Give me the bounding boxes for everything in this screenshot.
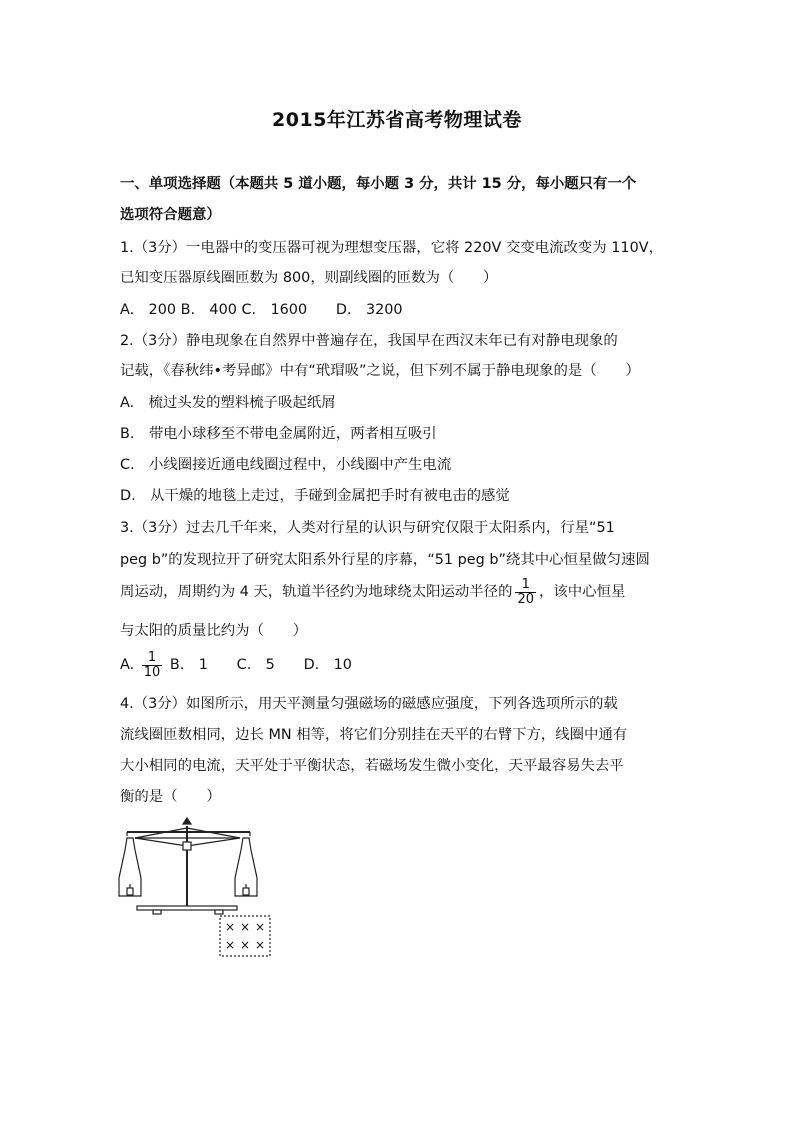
field-mark: × — [224, 920, 236, 934]
q3-fraction-numerator: 1 — [521, 576, 530, 592]
q1-line2: 已知变压器原线圈匝数为 800，则副线圈的匝数为（ ） — [120, 270, 498, 286]
field-mark: × — [254, 920, 266, 934]
q1-options: A. 200 B. 400 C. 1600 D. 3200 — [120, 302, 403, 318]
field-mark: × — [239, 920, 251, 934]
q4-line3: 大小相同的电流，天平处于平衡状态，若磁场发生微小变化，天平最容易失去平 — [120, 758, 624, 774]
q3-option-a-fraction — [142, 651, 163, 680]
q3-option-a-numerator: 1 — [147, 649, 157, 665]
balance-diagram — [115, 816, 285, 961]
q2-option-a: A. 梳过头发的塑料梳子吸起纸屑 — [120, 395, 336, 411]
q3-line3-text: 周运动，周期约为 4 天，轨道半径约为地球绕太阳运动半径的 — [120, 584, 513, 600]
left-weight — [127, 888, 133, 895]
section-heading-line1: 一、单项选择题（本题共 5 道小题，每小题 3 分，共计 15 分，每小题只有一个 — [120, 176, 637, 192]
right-weight — [243, 888, 249, 895]
q3-line3-tail: ，该中心恒星 — [539, 584, 626, 600]
q2-line2: 记载，《春秋纬•考异邮》中有“玳瑁吸”之说，但下列不属于静电现象的是（ ） — [120, 363, 640, 379]
q3-line4: 与太阳的质量比约为（ ） — [120, 623, 308, 639]
q4-line1: 4.（3分）如图所示，用天平测量匀强磁场的磁感应强度，下列各选项所示的载 — [120, 696, 618, 712]
section-heading-line2: 选项符合题意） — [120, 207, 221, 223]
q4-line2: 流线圈匝数相同，边长 MN 相等，将它们分别挂在天平的右臂下方，线圈中通有 — [120, 727, 628, 743]
q3-line2: peg b”的发现拉开了研究太阳系外行星的序幕，“51 peg b”绕其中心恒星做匀速圆 — [120, 552, 650, 568]
q3-options — [120, 650, 680, 680]
q3-option-a-denominator: 10 — [143, 664, 161, 680]
field-mark: × — [254, 938, 266, 952]
q1-line1: 1.（3分）一电器中的变压器可视为理想变压器，它将 220V 交变电流改变为 110V， — [120, 240, 663, 256]
pivot — [183, 818, 191, 824]
field-mark: × — [239, 938, 251, 952]
q2-option-d: D. 从干燥的地毯上走过，手碰到金属把手时有被电击的感觉 — [120, 488, 510, 504]
q2-option-b: B. 带电小球移至不带电金属附近，两者相互吸引 — [120, 426, 437, 442]
q4-line4: 衡的是（ ） — [120, 789, 221, 805]
page-title: 2015年江苏省高考物理试卷 — [272, 109, 522, 131]
q2-line1: 2.（3分）静电现象在自然界中普遍存在，我国早在西汉末年已有对静电现象的 — [120, 333, 618, 349]
q3-options-rest: B. 1 C. 5 D. 10 — [169, 657, 352, 673]
q2-option-c: C. 小线圈接近通电线圈过程中，小线圈中产生电流 — [120, 457, 452, 473]
q3-line1: 3.（3分）过去几千年来，人类对行星的认识与研究仅限于太阳系内，行星“51 — [120, 520, 615, 536]
q3-fraction-denominator: 20 — [517, 591, 535, 607]
q3-fraction — [515, 578, 536, 607]
q3-line3 — [120, 577, 680, 607]
field-mark: × — [224, 938, 236, 952]
q3-option-a-label: A. — [120, 657, 135, 673]
